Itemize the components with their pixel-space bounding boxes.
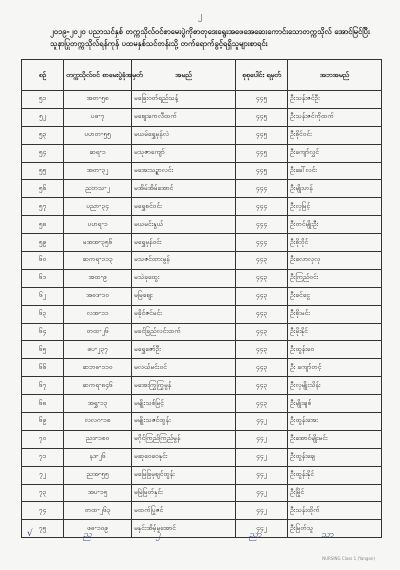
cell-exam-roll: အဓဒ-၁၀ [64, 287, 132, 305]
cell-total-marks: ၄၄၃ [236, 252, 288, 270]
cell-name: မရွှေစင်ဝင်း [132, 198, 236, 216]
cell-exam-roll: လအ-၁၁ [64, 305, 132, 323]
cell-serial: ၆၁ [22, 269, 64, 287]
cell-father-name: ဦး ကျော်တင့် [288, 359, 382, 377]
table-row [22, 198, 382, 216]
cell-total-marks: ၄၄၂ [236, 484, 288, 502]
table-row [22, 466, 382, 484]
cell-exam-roll: အထ-၉ [64, 269, 132, 287]
cell-name: မအေးကြွကြွမွန် [132, 377, 236, 395]
cell-exam-roll: နဒ-၂၆ [64, 448, 132, 466]
cell-exam-roll: ဆရ-၁ [64, 144, 132, 162]
table-row [22, 341, 382, 359]
table-row [22, 377, 382, 395]
cell-serial: ၆၀ [22, 252, 64, 270]
cell-exam-roll: ပဟတ-၅၅ [64, 126, 132, 144]
cell-total-marks: ၄၄၂ [236, 502, 288, 520]
cell-total-marks: ၄၄၂ [236, 430, 288, 448]
header-serial: စဉ် [22, 60, 64, 91]
cell-father-name: ဦးသန်းထိုက် [288, 502, 382, 520]
table-body [22, 91, 382, 538]
cell-father-name: ဦးကြည်ဝင်း [288, 269, 382, 287]
cell-total-marks: ၄၄၅ [236, 91, 288, 109]
cell-total-marks: ၄၄၃ [236, 305, 288, 323]
cell-father-name: ဦးမိုးနိုင် [288, 323, 382, 341]
cell-total-marks: ၄၄၄ [236, 180, 288, 198]
cell-total-marks: ၄၄၃ [236, 359, 288, 377]
cell-serial: ၆၄ [22, 323, 64, 341]
table-row [22, 484, 382, 502]
footer-marks [21, 527, 381, 561]
table-row [22, 216, 382, 234]
cell-serial: ၆၇ [22, 377, 64, 395]
cell-exam-roll: ပညာ-၃၄ [64, 198, 132, 216]
cell-exam-roll: တထ-၂၆၃ [64, 502, 132, 520]
cell-total-marks: ၄၄၅ [236, 162, 288, 180]
cell-name: မမြဲမြတ်နှင်း [132, 484, 236, 502]
table-row [22, 413, 382, 431]
cell-father-name: ဦးစိုးမင်း [288, 305, 382, 323]
cell-exam-roll: ဆကရ-၁၁၃ [64, 252, 132, 270]
cell-name: မဆုဝေဝေနှင်း [132, 448, 236, 466]
cell-serial: ၆၂ [22, 287, 64, 305]
cell-father-name: ဦးအောင်မျိုးမင်း [288, 430, 382, 448]
handwritten-mark: ညာ [249, 530, 262, 540]
cell-exam-roll: အပ-၁၅ [64, 484, 132, 502]
cell-father-name: ဦးမျိုးချစ် [288, 395, 382, 413]
cell-father-name: ဦးတင်မျိုးဦး [288, 216, 382, 234]
cell-name: မသဲခုထွေး [132, 269, 236, 287]
cell-total-marks: ၄၄၃ [236, 269, 288, 287]
cell-serial: ၆၈ [22, 395, 64, 413]
cell-name: မမြေခြမှဈင်ထွန်း [132, 466, 236, 484]
cell-exam-roll: ညအ-၅၅ [64, 466, 132, 484]
cell-name: မမျိုးသစ်မြင့် [132, 395, 236, 413]
cell-serial: ၆၅ [22, 341, 64, 359]
footer-stamp: NURSING Class 1 (Yangon) [322, 556, 375, 561]
cell-total-marks: ၄၄၅ [236, 108, 288, 126]
cell-name: မခင်ခြည်လင်းထက် [132, 323, 236, 341]
cell-serial: ၆၃ [22, 305, 64, 323]
cell-father-name: ဦးမြိုင် [288, 484, 382, 502]
cell-serial: ၇၄ [22, 502, 64, 520]
table-row [22, 502, 382, 520]
table-row [22, 180, 382, 198]
cell-exam-roll: ဆဘဓ-၁၁၀ [64, 359, 132, 377]
cell-exam-roll: အတ-၃၂ [64, 162, 132, 180]
cell-exam-roll: အရွှ-၁၃ [64, 395, 132, 413]
cell-name: မဂိုင်ကြည်ကြည်မွန် [132, 430, 236, 448]
cell-father-name: ဦးလောလှလှ [288, 252, 382, 270]
cell-exam-roll: အတ-၅၈ [64, 91, 132, 109]
cell-total-marks: ၄၄၄ [236, 198, 288, 216]
cell-serial: ၅၁ [22, 91, 64, 109]
table-row [22, 252, 382, 270]
cell-father-name: ဦးထွန်းအေး [288, 413, 382, 431]
cell-serial: ၆၆ [22, 359, 64, 377]
table-row [22, 287, 382, 305]
cell-exam-roll: တထ-၂၆ [64, 323, 132, 341]
cell-serial: ၇၃ [22, 484, 64, 502]
table-row [22, 144, 382, 162]
handwritten-mark: သာ [321, 530, 334, 540]
table-row [22, 269, 382, 287]
cell-serial: ၅၉ [22, 234, 64, 252]
results-table [21, 59, 382, 538]
header-exam-roll: တက္ကသိုလ်ဝင် စာမေးပွဲခုံအမှတ် [64, 60, 132, 91]
cell-father-name: ဦးလှမျိုးသိန်း [288, 377, 382, 395]
cell-name: မနှင်းအိမ့်မူအောင် [132, 520, 236, 538]
cell-name: မအိမ်အိမ်အောင် [132, 180, 236, 198]
cell-serial: ၅၆ [22, 180, 64, 198]
cell-name: မယမ်ရွှေမှန်လဲ [132, 126, 236, 144]
cell-name: မခြေးဝတ်ရည်သန့် [132, 91, 236, 109]
handwritten-mark: ၂ [156, 530, 161, 540]
cell-total-marks: ၄၄၂ [236, 413, 288, 431]
cell-serial: ၅၅ [22, 162, 64, 180]
cell-serial: ၇၅ [22, 520, 64, 538]
cell-total-marks: ၄၄၂ [236, 448, 288, 466]
cell-name: မသုဇာကျော် [132, 144, 236, 162]
cell-father-name: ဦးသန်းဇင်ဦး [288, 91, 382, 109]
cell-total-marks: ၄၄၃ [236, 377, 288, 395]
cell-serial: ၅၈ [22, 216, 64, 234]
cell-name: မယမင်းနွယ် [132, 216, 236, 234]
table-row [22, 162, 382, 180]
table-row [22, 359, 382, 377]
header-name: အမည် [132, 60, 236, 91]
table-row [22, 234, 382, 252]
header-total-marks: စုစုပေါင်း ရမှတ် [236, 60, 288, 91]
table-row [22, 448, 382, 466]
cell-total-marks: ၄၄၃ [236, 395, 288, 413]
cell-total-marks: ၄၄၂ [236, 466, 288, 484]
cell-exam-roll: ဖဓ-၁၀၉ [64, 520, 132, 538]
cell-name: မခိုင်ဇင်မင်း [132, 305, 236, 323]
cell-father-name: ဦးထွန်းဝေ [288, 341, 382, 359]
cell-name: မမြဈေး [132, 287, 236, 305]
cell-father-name: ဦးခေါ်လင်း [288, 162, 382, 180]
cell-father-name: ဦးခင်ငွေ [288, 287, 382, 305]
table-row [22, 91, 382, 109]
cell-total-marks: ၄၄၃ [236, 287, 288, 305]
cell-serial: ၇၀ [22, 430, 64, 448]
cell-name: မအေးသဥ္စာလင်း [132, 162, 236, 180]
cell-serial: ၅၂ [22, 108, 64, 126]
cell-serial: ၇၁ [22, 448, 64, 466]
cell-exam-roll: ညဒ-၁၈၀ [64, 430, 132, 448]
cell-name: မထက်ပြုဇင် [132, 502, 236, 520]
cell-name: မဈေးကေလီထက် [132, 108, 236, 126]
cell-serial: ၆၉ [22, 413, 64, 431]
cell-exam-roll: ဆကရ-၈၄၆ [64, 377, 132, 395]
cell-father-name: ဦးစိုးဝိုင် [288, 234, 382, 252]
cell-father-name: ဦးကျော်လွှင် [288, 144, 382, 162]
page-number: ၂ [197, 11, 203, 21]
cell-name: မရွှေဇော်ဦး [132, 341, 236, 359]
cell-serial: ၅၃ [22, 126, 64, 144]
cell-father-name: ဦးလှမြင့် [288, 198, 382, 216]
cell-name: မရွှေမှန်ဝင်း [132, 234, 236, 252]
cell-total-marks: ၄၄၅ [236, 126, 288, 144]
cell-exam-roll: ပဟရ-၁ [64, 216, 132, 234]
table-row [22, 126, 382, 144]
table-row [22, 323, 382, 341]
cell-total-marks: ၄၄၂ [236, 520, 288, 538]
cell-father-name: ဦးမျိုးဟန် [288, 180, 382, 198]
cell-name: မသဇင်ထားမွန် [132, 252, 236, 270]
cell-serial: ၅၄ [22, 144, 64, 162]
cell-exam-roll: ဖပ-၂၃၇ [64, 341, 132, 359]
cell-name: မလယ်မင်းဝင် [132, 359, 236, 377]
cell-total-marks: ၄၄၄ [236, 234, 288, 252]
cell-father-name: ဦးထွန်းချေ [288, 448, 382, 466]
cell-exam-roll: ပဖ-၇ [64, 108, 132, 126]
table-header-row [22, 60, 382, 91]
table-row [22, 108, 382, 126]
cell-serial: ၅၇ [22, 198, 64, 216]
table-row [22, 430, 382, 448]
handwritten-mark: √ [27, 529, 33, 539]
cell-exam-roll: လလဂ-၁၈ [64, 413, 132, 431]
cell-serial: ၇၂ [22, 466, 64, 484]
cell-father-name: ဦးထွန်းနိုင် [288, 466, 382, 484]
cell-father-name: ဦးမြတ်သူ [288, 520, 382, 538]
cell-total-marks: ၄၄၄ [236, 216, 288, 234]
cell-exam-roll: ညဘသ-၂ [64, 180, 132, 198]
header-father-name: အဘအမည် [288, 60, 382, 91]
document-heading: ၂၀၁၉-၂၀၂၀ ပညာသင်နှစ် တက္ကသိုလ်ဝင်စာမေးပွဲကိုစာတုဒေးရွေးအဖေအေဆေးကောင်းသောတက္ကသိုလ် အောင်မြင်ပြီး သူနာပြုတက္ကသိုလ်ရန်ကုန် ပထမနှစ်သင်တန်းသို့ တက်ရောက်ခွင့်ရရှိသူများစာရင်း [50, 27, 370, 48]
cell-father-name: ဦးသန်းဇင်ကိုထက် [288, 108, 382, 126]
cell-name: မမျိုးသဇင်ထွန်း [132, 413, 236, 431]
cell-total-marks: ၄၄၅ [236, 144, 288, 162]
cell-total-marks: ၄၄၃ [236, 323, 288, 341]
table-row [22, 395, 382, 413]
handwritten-mark: ည [83, 530, 92, 540]
cell-total-marks: ၄၄၃ [236, 341, 288, 359]
cell-exam-roll: မအအ-၃၅၆ [64, 234, 132, 252]
table-row [22, 305, 382, 323]
cell-father-name: ဦးစိုင်ဝင်း [288, 126, 382, 144]
